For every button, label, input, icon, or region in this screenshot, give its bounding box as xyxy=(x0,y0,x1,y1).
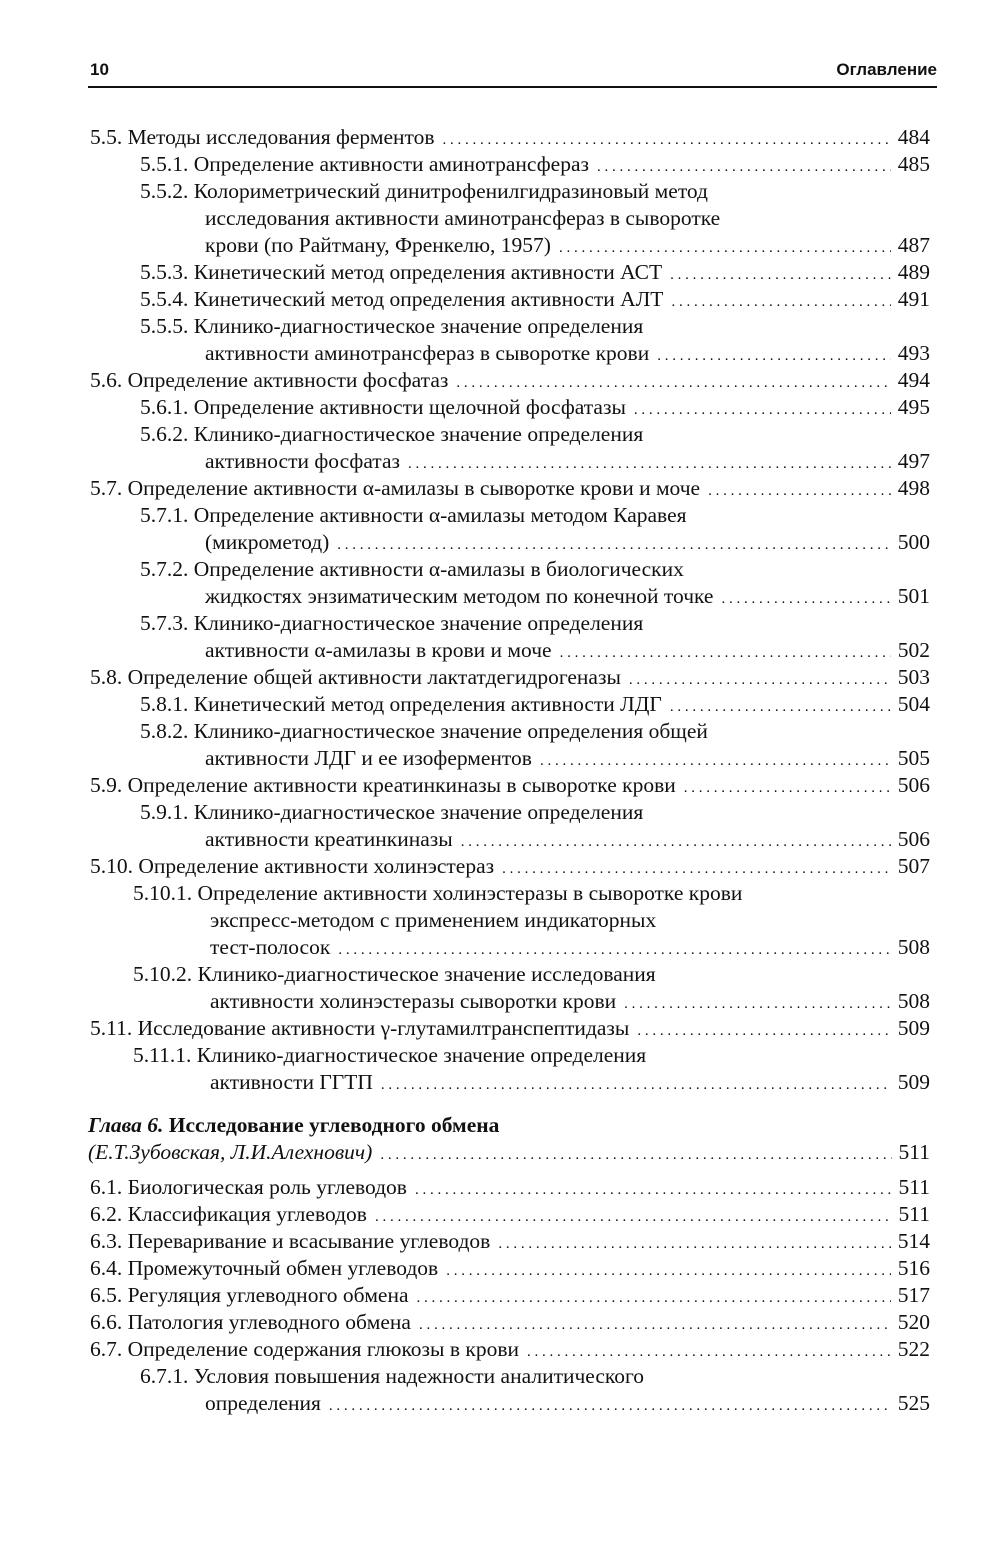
dot-leader xyxy=(380,1139,891,1169)
toc-entry xyxy=(90,1015,930,1042)
toc-page-number: 511 xyxy=(898,1175,930,1199)
toc-entry-text: 5.7. Определение активности α-амилазы в сыворотке крови и моче xyxy=(90,476,701,500)
toc-entry xyxy=(205,529,930,556)
toc-entry xyxy=(90,1282,930,1309)
toc-page-number: 522 xyxy=(897,1337,930,1361)
toc-page-number: 511 xyxy=(898,1202,930,1226)
dot-leader xyxy=(337,529,890,559)
toc-page-number: 506 xyxy=(897,827,930,851)
toc-page-number: 500 xyxy=(897,530,930,554)
toc-entry-text: активности креатинкиназы xyxy=(205,827,453,851)
toc-entry xyxy=(140,718,708,745)
toc-entry-text: 5.10.1. Определение активности холинэстеразы в сыворотке крови xyxy=(133,881,743,905)
toc-entry xyxy=(90,1336,930,1363)
toc-entry xyxy=(205,340,930,367)
toc-entry-text: исследования активности аминотрансфераз в сыворотке xyxy=(205,206,721,230)
toc-entry-text: 6.6. Патология углеводного обмена xyxy=(90,1310,411,1334)
toc-entry-text: 5.6.2. Клинико-диагностическое значение определения xyxy=(140,422,644,446)
toc-entry-text: 5.6. Определение активности фосфатаз xyxy=(90,368,449,392)
dot-leader xyxy=(540,745,891,775)
toc-entry-text: экспресс-методом с применением индикаторных xyxy=(210,908,657,932)
running-header xyxy=(88,58,937,88)
toc-entry xyxy=(140,1363,644,1390)
toc-entry-text: 5.5. Методы исследования ферментов xyxy=(90,125,435,149)
toc-page-number: 514 xyxy=(897,1229,930,1253)
toc-entry-text: тест-полосок xyxy=(210,935,331,959)
toc-page-number: 495 xyxy=(897,395,930,419)
toc-entry xyxy=(205,637,930,664)
toc-entry xyxy=(140,286,930,313)
toc-entry xyxy=(90,475,930,502)
toc-entry xyxy=(133,961,656,988)
toc-entry-text: 5.11. Исследование активности γ-глутамилтранспептидазы xyxy=(90,1016,630,1040)
dot-leader xyxy=(560,637,891,667)
dot-leader xyxy=(415,1174,892,1204)
toc-entry xyxy=(140,421,643,448)
toc-entry-text: 5.10.2. Клинико-диагностическое значение исследования xyxy=(133,962,656,986)
toc-entry xyxy=(90,124,930,151)
toc-entry-text: 6.1. Биологическая роль углеводов xyxy=(90,1175,407,1199)
toc-entry-text: активности ГГТП xyxy=(210,1070,373,1094)
toc-entry-text: активности аминотрансфераз в сыворотке крови xyxy=(205,341,650,365)
toc-page-number: 493 xyxy=(897,341,930,365)
dot-leader xyxy=(634,394,891,424)
toc-entry-text: активности ЛДГ и ее изоферментов xyxy=(205,746,532,770)
toc-entry-text: 5.8.1. Кинетический метод определения активности ЛДГ xyxy=(140,692,662,716)
toc-entry xyxy=(210,1069,930,1096)
dot-leader xyxy=(629,664,891,694)
dot-leader xyxy=(624,988,891,1018)
toc-entry xyxy=(210,907,656,934)
dot-leader xyxy=(461,826,891,856)
chapter-label: Глава 6. xyxy=(88,1113,164,1137)
chapter-authors: (Е.Т.Зубовская, Л.И.Алехнович) xyxy=(88,1140,373,1164)
toc-entry-text: 6.7. Определение содержания глюкозы в крови xyxy=(90,1337,519,1361)
toc-entry xyxy=(140,259,930,286)
toc-entry xyxy=(90,853,930,880)
toc-page-number: 484 xyxy=(897,125,930,149)
toc-entry xyxy=(90,1228,930,1255)
toc-entry xyxy=(205,448,930,475)
toc-page-number: 489 xyxy=(897,260,930,284)
toc-page-number: 516 xyxy=(897,1256,930,1280)
toc-entry-text: 6.2. Классификация углеводов xyxy=(90,1202,367,1226)
toc-page-number: 494 xyxy=(897,368,930,392)
toc-entry-text: активности α-амилазы в крови и моче xyxy=(205,638,552,662)
dot-leader xyxy=(502,853,891,883)
toc-entry-text: определения xyxy=(205,1391,321,1415)
toc-entry-text: активности холинэстеразы сыворотки крови xyxy=(210,989,617,1013)
toc-entry xyxy=(140,151,930,178)
toc-entry xyxy=(140,799,643,826)
toc-entry-text: 5.8.2. Клинико-диагностическое значение определения общей xyxy=(140,719,708,743)
dot-leader xyxy=(657,340,891,370)
toc-entry-text: крови (по Райтману, Френкелю, 1957) xyxy=(205,233,551,257)
dot-leader xyxy=(329,1390,891,1420)
dot-leader xyxy=(671,286,890,316)
toc-entry xyxy=(133,880,742,907)
toc-entry xyxy=(140,610,643,637)
page-number: 10 xyxy=(90,60,109,79)
toc-page-number: 507 xyxy=(897,854,930,878)
toc-page-number: 509 xyxy=(897,1016,930,1040)
dot-leader xyxy=(417,1282,891,1312)
dot-leader xyxy=(381,1069,891,1099)
toc-entry xyxy=(205,232,930,259)
toc-page-number: 497 xyxy=(897,449,930,473)
toc-entry xyxy=(90,664,930,691)
dot-leader xyxy=(527,1336,891,1366)
toc-entry-text: 5.7.1. Определение активности α-амилазы методом Каравея xyxy=(140,503,687,527)
toc-entry xyxy=(90,1201,930,1228)
chapter-heading xyxy=(88,1112,499,1139)
toc-page-number: 485 xyxy=(897,152,930,176)
chapter-title: Исследование углеводного обмена xyxy=(168,1113,500,1137)
toc-entry-text: 5.7.3. Клинико-диагностическое значение определения xyxy=(140,611,644,635)
toc-entry-text: 5.5.5. Клинико-диагностическое значение определения xyxy=(140,314,644,338)
toc-entry xyxy=(205,583,930,610)
dot-leader xyxy=(670,691,891,721)
toc-entry xyxy=(210,988,930,1015)
toc-page-number: 498 xyxy=(897,476,930,500)
toc-page-number: 505 xyxy=(897,746,930,770)
toc-entry xyxy=(210,934,930,961)
toc-entry xyxy=(205,1390,930,1417)
toc-entry-text: жидкостях энзиматическим методом по конечной точке xyxy=(205,584,714,608)
toc-entry xyxy=(90,367,930,394)
toc-entry xyxy=(140,556,684,583)
toc-entry xyxy=(90,1255,930,1282)
dot-leader xyxy=(721,583,890,613)
dot-leader xyxy=(419,1309,891,1339)
toc-entry-text: 6.4. Промежуточный обмен углеводов xyxy=(90,1256,439,1280)
toc-entry-text: 5.10. Определение активности холинэстераз xyxy=(90,854,495,878)
toc-entry xyxy=(140,394,930,421)
toc-entry-text: 6.5. Регуляция углеводного обмена xyxy=(90,1283,409,1307)
dot-leader xyxy=(597,151,891,181)
running-title: Оглавление xyxy=(836,60,937,79)
toc-entry xyxy=(140,313,643,340)
dot-leader xyxy=(375,1201,892,1231)
dot-leader xyxy=(684,772,891,802)
toc-page-number: 508 xyxy=(897,989,930,1013)
dot-leader xyxy=(338,934,890,964)
dot-leader xyxy=(443,124,891,154)
toc-page-number: 508 xyxy=(897,935,930,959)
toc-entry-text: 5.5.4. Кинетический метод определения активности АЛТ xyxy=(140,287,664,311)
toc-entry-text: 5.9. Определение активности креатинкиназы в сыворотке крови xyxy=(90,773,676,797)
toc-entry xyxy=(90,772,930,799)
toc-entry xyxy=(140,691,930,718)
toc-entry xyxy=(90,1309,930,1336)
toc-entry xyxy=(205,745,930,772)
dot-leader xyxy=(456,367,890,397)
toc-entry xyxy=(133,1042,646,1069)
dot-leader xyxy=(498,1228,890,1258)
dot-leader xyxy=(670,259,891,289)
toc-entry xyxy=(205,826,930,853)
toc-page-number: 517 xyxy=(897,1283,930,1307)
toc-entry-text: (микрометод) xyxy=(205,530,330,554)
chapter-authors-line xyxy=(88,1139,930,1166)
toc-entry xyxy=(205,205,720,232)
dot-leader xyxy=(408,448,891,478)
toc-page-number: 501 xyxy=(897,584,930,608)
toc-entry-text: 5.11.1. Клинико-диагностическое значение определения xyxy=(133,1043,647,1067)
toc-entry-text: активности фосфатаз xyxy=(205,449,401,473)
toc-entry-text: 5.5.3. Кинетический метод определения активности АСТ xyxy=(140,260,663,284)
dot-leader xyxy=(637,1015,890,1045)
toc-page-number: 509 xyxy=(897,1070,930,1094)
toc-entry-text: 5.7.2. Определение активности α-амилазы в биологических xyxy=(140,557,684,581)
toc-page-number: 525 xyxy=(897,1391,930,1415)
toc-entry xyxy=(140,178,708,205)
toc-entry-text: 5.8. Определение общей активности лактатдегидрогеназы xyxy=(90,665,621,689)
toc-entry-text: 5.9.1. Клинико-диагностическое значение определения xyxy=(140,800,644,824)
toc-page-number: 503 xyxy=(897,665,930,689)
dot-leader xyxy=(446,1255,891,1285)
dot-leader xyxy=(559,232,891,262)
toc-page-number: 487 xyxy=(897,233,930,257)
toc-page-number: 520 xyxy=(897,1310,930,1334)
toc-entry-text: 6.3. Переваривание и всасывание углеводов xyxy=(90,1229,491,1253)
toc-page-number: 506 xyxy=(897,773,930,797)
toc-entry-text: 6.7.1. Условия повышения надежности аналитического xyxy=(140,1364,645,1388)
toc-entry xyxy=(90,1174,930,1201)
toc-entry-text: 5.5.1. Определение активности аминотрансфераз xyxy=(140,152,589,176)
toc-page-number: 511 xyxy=(898,1140,930,1164)
toc-entry xyxy=(140,502,687,529)
toc-page-number: 491 xyxy=(897,287,930,311)
toc-entry-text: 5.5.2. Колориметрический динитрофенилгидразиновый метод xyxy=(140,179,708,203)
toc-page-number: 504 xyxy=(897,692,930,716)
toc-page-number: 502 xyxy=(897,638,930,662)
dot-leader xyxy=(708,475,891,505)
toc-entry-text: 5.6.1. Определение активности щелочной фосфатазы xyxy=(140,395,626,419)
